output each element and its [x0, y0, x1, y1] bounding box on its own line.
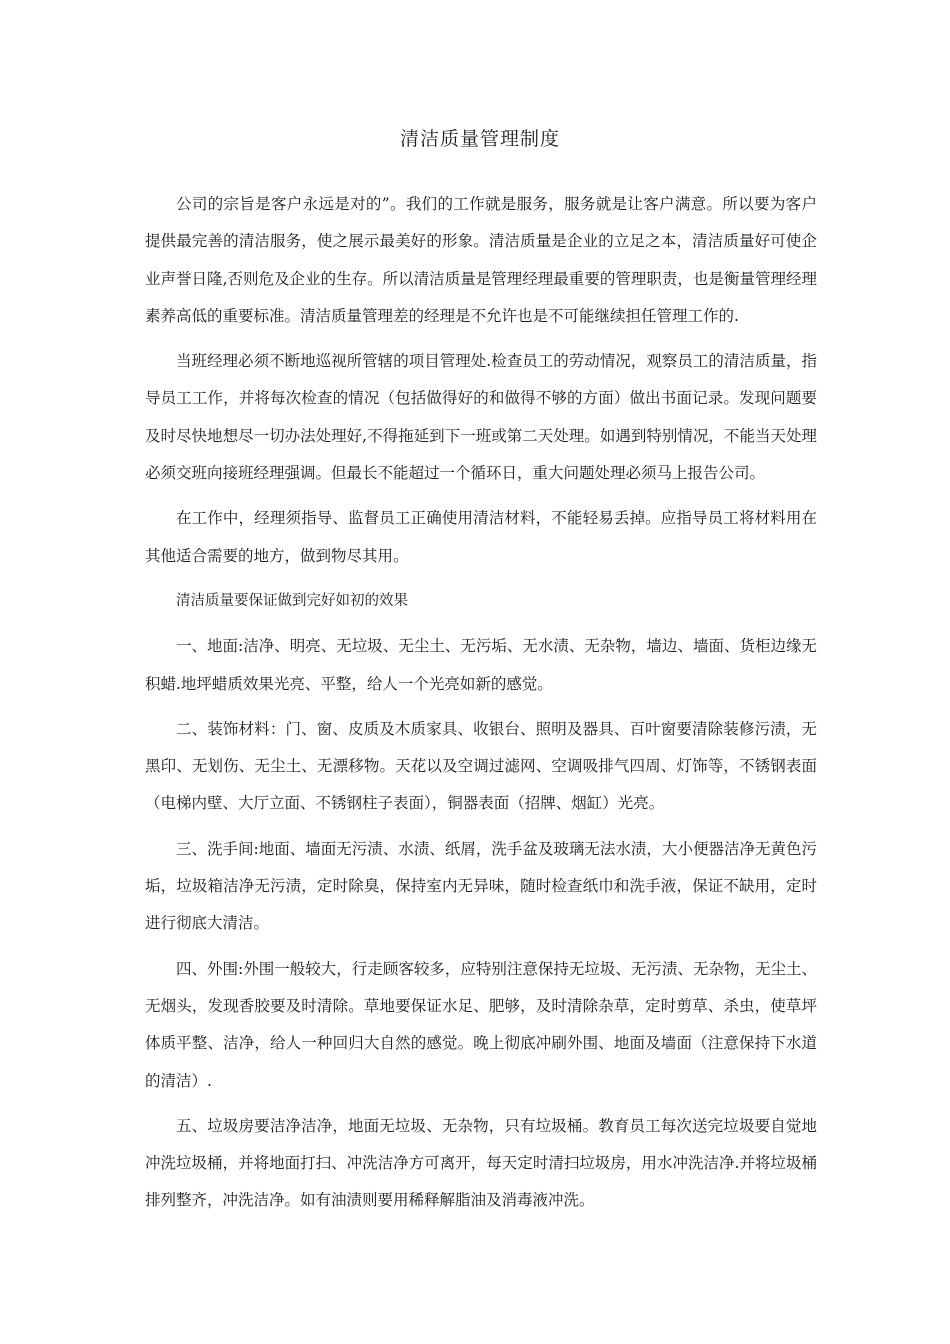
paragraph-cleaning-materials: 在工作中，经理须指导、监督员工正确使用清洁材料，不能轻易丢掉。应指导员工将材料用在其他适合需要的地方，做到物尽其用。 [145, 509, 817, 565]
paragraph-quality-requirement: 清洁质量要保证做到完好如初的效果 [176, 592, 408, 609]
paragraph-garbage-room: 五、垃圾房要洁净洁净，地面无垃圾、无杂物，只有垃圾桶。教育员工每次送完垃圾要自觉地冲洗垃圾桶，并将地面打扫、冲洗洁净方可离开，每天定时清扫垃圾房，用水冲洗洁净.并将垃圾桶排列整齐，冲洗洁净。如有油渍则要用稀释解脂油及消毒液冲洗。 [145, 1116, 817, 1210]
paragraph-company-purpose: 公司的宗旨是客户永远是对的”。我们的工作就是服务，服务就是让客户满意。所以要为客户提供最完善的清洁服务，使之展示最美好的形象。清洁质量是企业的立足之本，清洁质量好可使企业声誉日隆,否则危及企业的生存。所以清洁质量是管理经理最重要的管理职责，也是衡量管理经理素养高低的重要标准。清洁质量管理差的经理是不允许也是不可能继续担任管理工作的. [145, 195, 817, 325]
paragraph-decoration-materials: 二、装饰材料：门、窗、皮质及木质家具、收银台、照明及器具、百叶窗要清除装修污渍，无黑印、无划伤、无尘土、无漂移物。天花以及空调过滤网、空调吸排气四周、灯饰等，不锈钢表面（电梯内壁、大厅立面、不锈钢柱子表面），铜器表面（招牌、烟缸）光亮。 [145, 719, 817, 813]
paragraph-floor: 一、地面:洁净、明亮、无垃圾、无尘土、无污垢、无水渍、无杂物，墙边、墙面、货柜边缘无积蜡.地坪蜡质效果光亮、平整，给人一个光亮如新的感觉。 [145, 637, 817, 693]
paragraph-exterior: 四、外围:外围一般较大，行走顾客较多，应特别注意保持无垃圾、无污渍、无杂物，无尘土、无烟头，发现香胶要及时清除。草地要保证水足、肥够，及时清除杂草，定时剪草、杀虫，使草坪体质平整、洁净，给人一种回归大自然的感觉。晚上彻底冲刷外围、地面及墙面（注意保持下水道的清洁）. [145, 959, 817, 1090]
document-body [145, 186, 817, 1228]
paragraph-washroom: 三、洗手间:地面、墙面无污渍、水渍、纸屑，洗手盆及玻璃无法水渍，大小便器洁净无黄色污垢，垃圾箱洁净无污渍，定时除臭，保持室内无异味，随时检查纸巾和洗手液，保证不缺用，定时进行彻底大清洁。 [145, 839, 817, 933]
document-title: 清洁质量管理制度 [399, 128, 560, 150]
paragraph-manager-inspection: 当班经理必须不断地巡视所管辖的项目管理处.检查员工的劳动情况，观察员工的清洁质量，指导员工工作，并将每次检查的情况（包括做得好的和做得不够的方面）做出书面记录。发现问题要及时尽快地想尽一切办法处理好,不得拖延到下一班或第二天处理。如遇到特别情况，不能当天处理必须交班向接班经理强调。但最长不能超过一个循环日，重大问题处理必须马上报告公司。 [145, 352, 817, 483]
